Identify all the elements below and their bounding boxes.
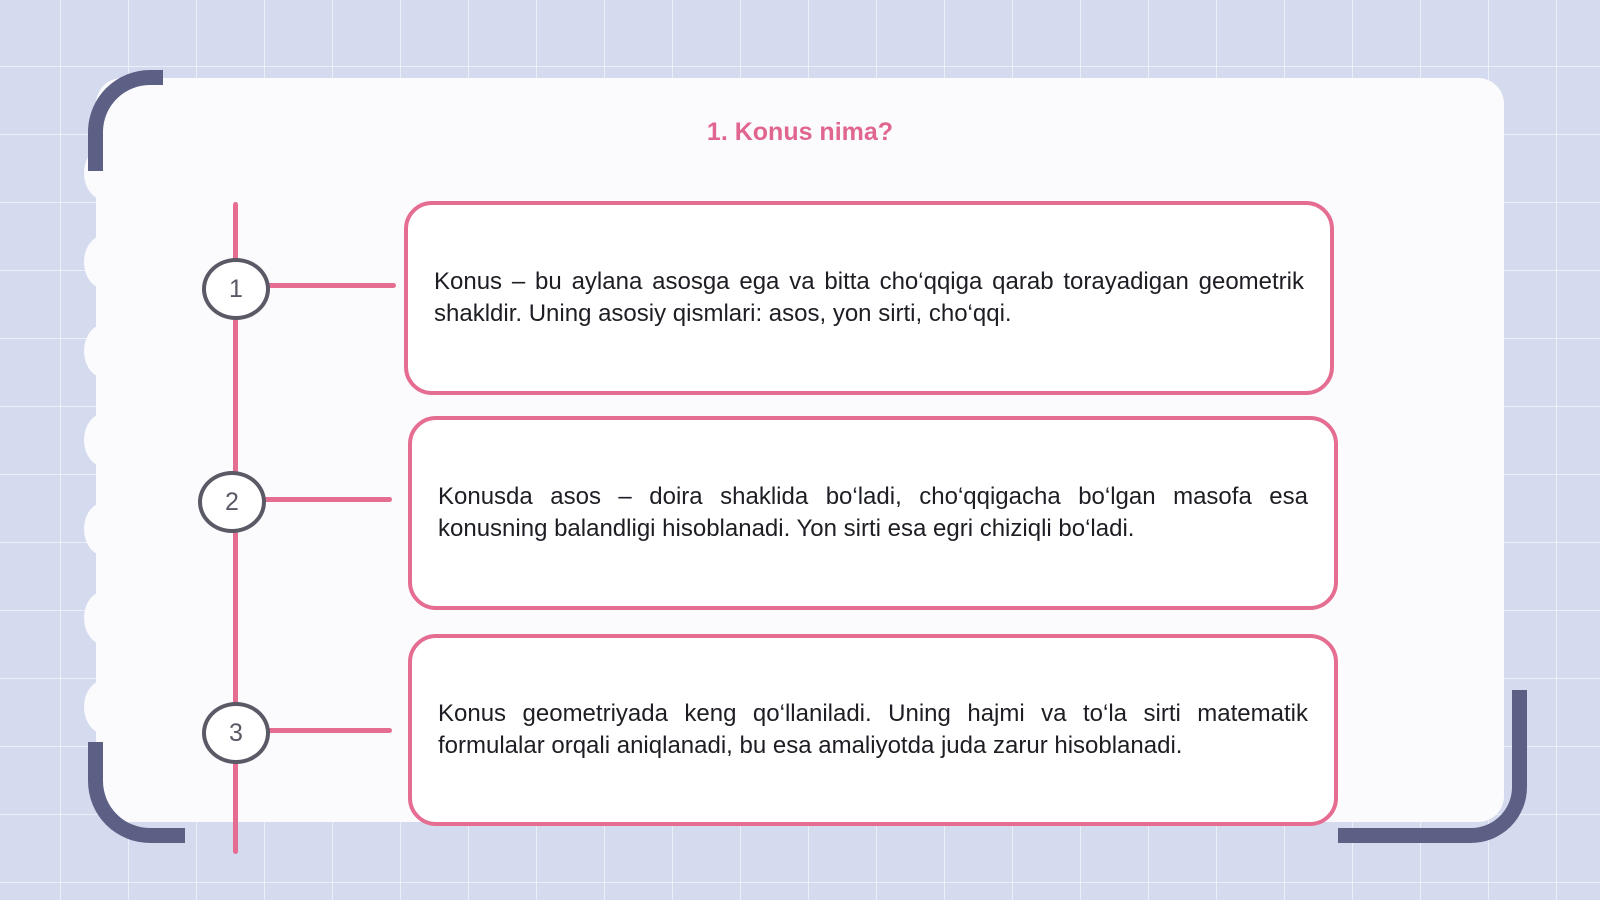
step-marker-3: 3 <box>202 702 270 764</box>
step-marker-2: 2 <box>198 471 266 533</box>
timeline-connector <box>266 283 396 288</box>
paper-edge-bump <box>84 591 126 645</box>
info-card-text: Konus geometriyada keng qo‘llaniladi. Uning hajmi va to‘la sirti matematik formulalar orqali aniqlanadi, bu esa amaliyotda juda zarur hisoblanadi. <box>438 700 1308 759</box>
paper-edge-bump <box>84 413 126 467</box>
timeline-connector <box>262 497 392 502</box>
slide-title: 1. Konus nima? <box>706 118 894 146</box>
timeline-connector <box>266 728 392 733</box>
info-card-text: Konusda asos – doira shaklida bo‘ladi, cho‘qqigacha bo‘lgan masofa esa konusning balandligi hisoblanadi. Yon sirti esa egri chiziqli bo‘ladi. <box>438 483 1308 542</box>
corner-bracket-bottom-left <box>88 742 185 843</box>
info-card-1 <box>404 201 1334 395</box>
info-card-text: Konus – bu aylana asosga ega va bitta cho‘qqiga qarab torayadigan geometrik shakldir. Uning asosiy qismlari: asos, yon sirti, cho‘qqi. <box>434 268 1304 327</box>
step-marker-1: 1 <box>202 258 270 320</box>
paper-edge-bump <box>84 502 126 556</box>
info-card-3 <box>408 634 1338 826</box>
info-card-2 <box>408 416 1338 610</box>
corner-bracket-bottom-right <box>1338 690 1527 843</box>
paper-edge-bump <box>84 324 126 378</box>
paper-edge-bump <box>84 235 126 289</box>
paper-edge-bump <box>84 680 126 734</box>
